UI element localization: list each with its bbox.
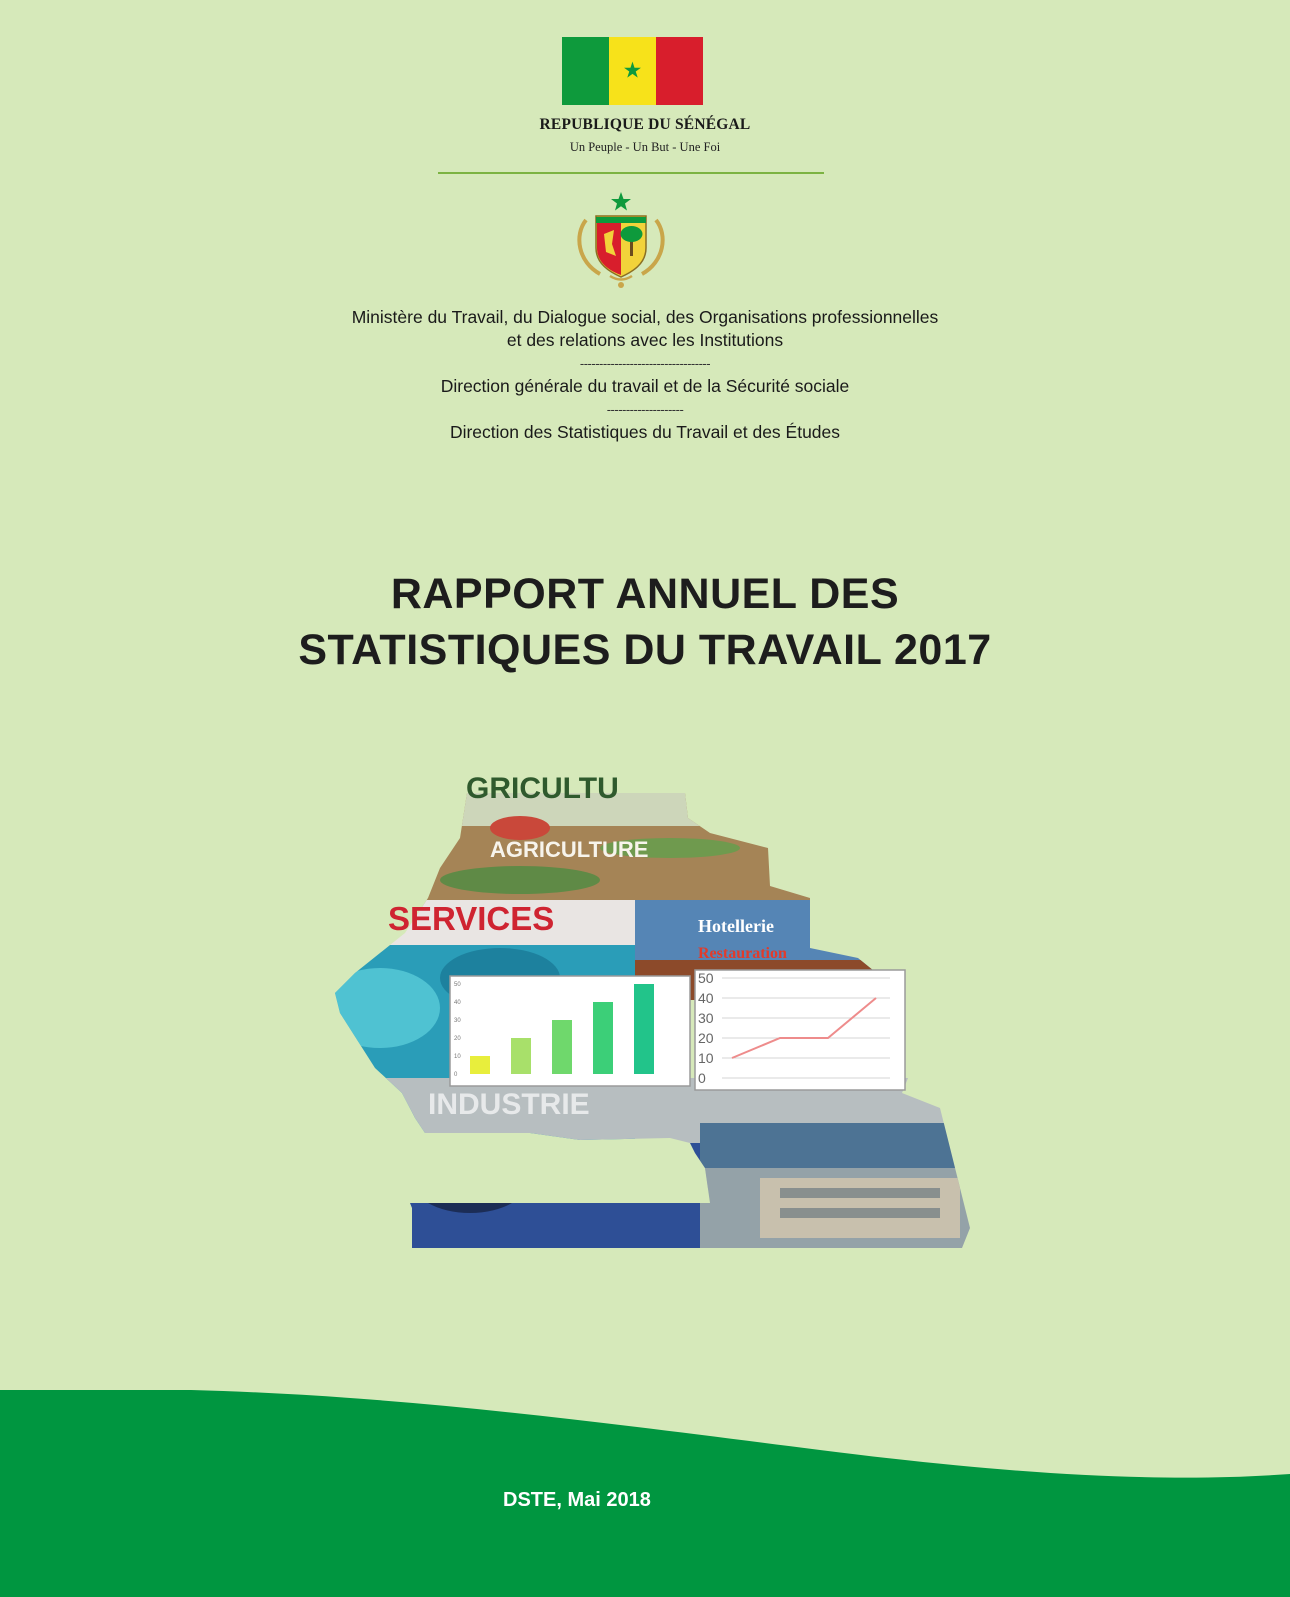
textile-photo [290, 1143, 700, 1298]
industrie-label: INDUSTRIE [428, 1088, 590, 1121]
bar-chart-bar [634, 984, 654, 1074]
bar-chart-tick-label: 20 [454, 1036, 461, 1042]
line-chart-tick-label: 20 [698, 1030, 714, 1046]
restauration-label: Restauration [698, 945, 787, 962]
senegal-flag [562, 37, 703, 105]
bar-chart-bar [470, 1056, 490, 1074]
general-direction: Direction générale du travail et de la Sécurité sociale [440, 376, 850, 396]
agriculture-photo [290, 748, 1010, 908]
bar-chart-tick-label: 40 [454, 1000, 461, 1006]
agriculture-label-top: GRICULTU [466, 772, 619, 805]
line-chart-tick-label: 50 [698, 970, 714, 986]
flag-yellow-band [609, 37, 656, 105]
flag-green-band [562, 37, 609, 105]
services-label: SERVICES [388, 900, 555, 937]
national-motto: Un Peuple - Un But - Une Foi [569, 140, 721, 154]
bar-chart-tick-label: 30 [454, 1018, 461, 1024]
report-title-line1: RAPPORT ANNUEL DES [390, 570, 900, 618]
report-title [0, 566, 1290, 678]
statistics-direction: Direction des Statistiques du Travail et des Études [449, 422, 841, 442]
line-chart-card [695, 970, 905, 1090]
footer-publisher-date: DSTE, Mai 2018 [503, 1489, 651, 1511]
bar-chart-tick-label: 50 [454, 982, 461, 988]
line-chart-tick-label: 0 [698, 1070, 706, 1086]
flag-red-band [656, 37, 703, 105]
header-divider [438, 172, 824, 174]
bar-chart-tick-label: 10 [454, 1054, 461, 1060]
agriculture-label: AGRICULTURE [490, 837, 649, 862]
separator: ---------------------------------- [579, 356, 711, 371]
bar-chart-tick-label: 0 [454, 1072, 458, 1078]
republic-title: REPUBLIQUE DU SÉNÉGAL [539, 116, 751, 133]
separator: -------------------- [606, 402, 684, 417]
star-icon: ★ [622, 57, 643, 83]
line-chart-tick-label: 40 [698, 990, 714, 1006]
line-chart-tick-label: 30 [698, 1010, 714, 1026]
bar-chart-bar [552, 1020, 572, 1074]
hotellerie-label: Hotellerie [698, 916, 774, 936]
coat-of-arms-icon [566, 190, 676, 290]
senegal-map-collage [290, 748, 1010, 1298]
ministry-name-cont: et des relations avec les Institutions [506, 330, 784, 350]
bar-chart-bar [511, 1038, 531, 1074]
report-title-line2: STATISTIQUES DU TRAVAIL 2017 [298, 626, 992, 674]
ministry-block [0, 306, 1290, 444]
bar-chart-card [450, 976, 690, 1086]
bar-chart-bar [593, 1002, 613, 1074]
line-chart-tick-label: 10 [698, 1050, 714, 1066]
ministry-name: Ministère du Travail, du Dialogue social, des Organisations professionnelles [351, 307, 939, 327]
